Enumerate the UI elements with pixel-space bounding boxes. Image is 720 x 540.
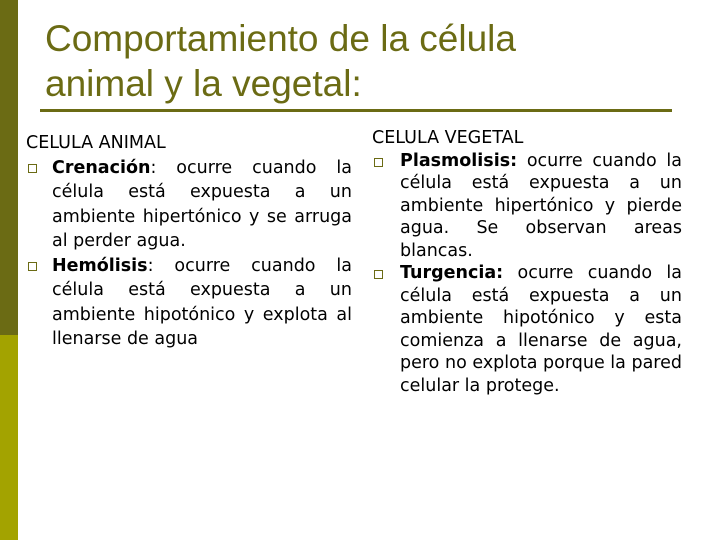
animal-column bbox=[26, 131, 352, 352]
slide-title bbox=[45, 16, 685, 106]
animal-heading: CELULA ANIMAL bbox=[26, 133, 166, 153]
slide-title-line-1: Comportamiento de la célula bbox=[45, 18, 516, 59]
animal-bullet-hemolisis bbox=[26, 254, 352, 352]
hollow-square-bullet-icon bbox=[374, 270, 383, 279]
title-divider bbox=[40, 109, 672, 112]
bullet-text: ocurre cuando la célula está expuesta a un ambiente hipotónico y esta comienza a llenarse de agua, pero no explota porque la pared celular la protege. bbox=[400, 263, 682, 396]
bullet-text: : ocurre cuando la célula está expuesta a un ambiente hipotónico y explota al llenarse de agua bbox=[52, 255, 352, 349]
hollow-square-bullet-icon bbox=[374, 158, 383, 167]
side-accent-bar-bottom bbox=[0, 335, 18, 540]
side-accent-bar-top bbox=[0, 0, 18, 335]
animal-bullet-list bbox=[26, 156, 352, 352]
bullet-term: Turgencia: bbox=[400, 263, 504, 283]
bullet-term: Crenación bbox=[52, 157, 151, 178]
vegetal-heading: CELULA VEGETAL bbox=[372, 128, 524, 148]
hollow-square-bullet-icon bbox=[28, 262, 37, 271]
slide-title-line-2: animal y la vegetal: bbox=[45, 63, 362, 104]
vegetal-bullet-list bbox=[372, 150, 682, 398]
vegetal-column bbox=[372, 127, 682, 397]
bullet-term: Hemólisis bbox=[52, 255, 148, 276]
bullet-term: Plasmolisis: bbox=[400, 150, 518, 171]
bullet-text: ocurre cuando la célula está expuesta a un ambiente hipertónico y pierde agua. Se observan areas blancas. bbox=[400, 150, 682, 261]
hollow-square-bullet-icon bbox=[28, 164, 37, 173]
animal-bullet-crenacion bbox=[26, 156, 352, 254]
vegetal-bullet-plasmolisis bbox=[372, 150, 682, 263]
bullet-text: : ocurre cuando la célula está expuesta a un ambiente hipertónico y se arruga al perder agua. bbox=[52, 157, 352, 251]
vegetal-bullet-turgencia bbox=[372, 262, 682, 397]
